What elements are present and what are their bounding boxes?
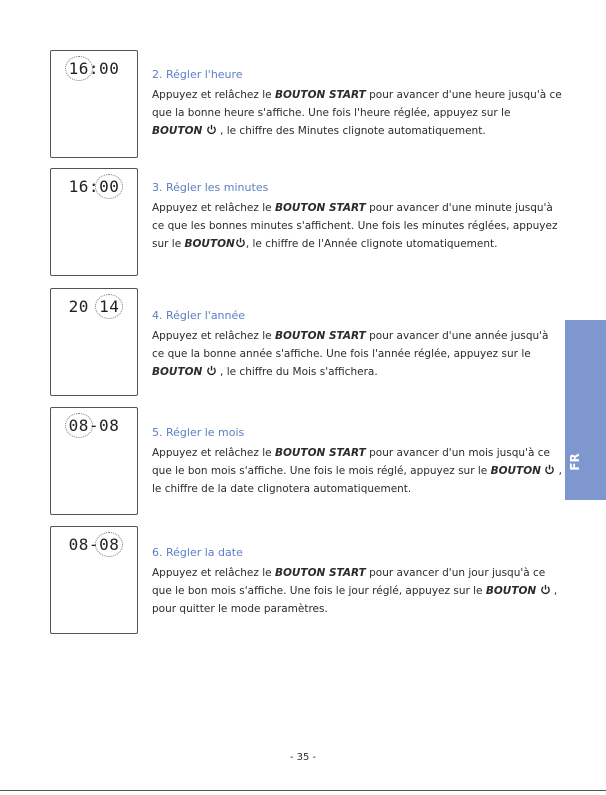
language-tab-label: FR xyxy=(568,453,582,471)
lcd-static-digits: :00 xyxy=(88,59,120,78)
power-button-label: BOUTON xyxy=(152,125,203,137)
power-icon xyxy=(206,365,217,376)
power-button-label: BOUTON xyxy=(490,465,541,477)
step-text xyxy=(152,426,562,498)
lcd-readout xyxy=(51,416,137,435)
lcd-blinking-digits: 08 xyxy=(68,416,89,435)
lcd-display xyxy=(50,288,138,396)
lcd-display xyxy=(50,50,138,158)
lcd-readout xyxy=(51,177,137,196)
step-body: Appuyez et relâchez le BOUTON START pour avancer d'une heure jusqu'à ce que la bonne heure s'affiche. Une fois l'heure réglée, appuyez sur le BOUTON , le chiffre des Minutes clignote automatiquement. xyxy=(152,89,562,137)
lcd-static-digits: 16: xyxy=(68,177,100,196)
bottom-rule xyxy=(0,790,606,791)
start-button-label: BOUTON START xyxy=(274,202,366,214)
step-body: Appuyez et relâchez le BOUTON START pour avancer d'un mois jusqu'à ce que le bon mois s'affiche. Une fois le mois réglé, appuyez sur le BOUTON , le chiffre de la date clignotera automatiquement. xyxy=(152,447,562,495)
step-title: 6. Régler la date xyxy=(152,546,243,559)
step-text xyxy=(152,181,562,253)
power-button-label: BOUTON xyxy=(152,366,203,378)
lcd-readout xyxy=(51,297,137,316)
lcd-display xyxy=(50,526,138,634)
start-button-label: BOUTON START xyxy=(274,330,366,342)
power-icon xyxy=(206,124,217,135)
lcd-static-digits: -08 xyxy=(88,416,120,435)
lcd-blinking-digits: 16 xyxy=(68,59,89,78)
step-title: 3. Régler les minutes xyxy=(152,181,269,194)
power-icon xyxy=(235,237,246,248)
step-title: 5. Régler le mois xyxy=(152,426,245,439)
start-button-label: BOUTON START xyxy=(274,567,366,579)
lcd-readout xyxy=(51,535,137,554)
lcd-blinking-digits: 14 xyxy=(99,297,120,316)
start-button-label: BOUTON START xyxy=(274,447,366,459)
step-body: Appuyez et relâchez le BOUTON START pour avancer d'une année jusqu'à ce que la bonne année s'affiche. Une fois l'année réglée, appuyez sur le BOUTON , le chiffre du Mois s'affichera. xyxy=(152,330,549,378)
lcd-display xyxy=(50,407,138,515)
start-button-label: BOUTON START xyxy=(274,89,366,101)
power-icon xyxy=(540,584,551,595)
lcd-static-digits: 08- xyxy=(68,535,100,554)
page-number: - 35 - xyxy=(289,752,317,763)
power-button-label: BOUTON xyxy=(184,238,235,250)
power-button-label: BOUTON xyxy=(485,585,537,597)
step-title: 2. Régler l'heure xyxy=(152,68,243,81)
lcd-blinking-digits: 00 xyxy=(99,177,120,196)
step-text xyxy=(152,68,562,140)
step-title: 4. Régler l'année xyxy=(152,309,246,322)
step-text xyxy=(152,546,562,618)
lcd-blinking-digits: 08 xyxy=(99,535,120,554)
power-icon xyxy=(544,464,555,475)
step-body: Appuyez et relâchez le BOUTON START pour avancer d'un jour jusqu'à ce que le bon mois s'affiche. Une fois le jour réglé, appuyez sur le BOUTON , pour quitter le mode paramètres. xyxy=(152,567,558,615)
lcd-readout xyxy=(51,59,137,78)
step-text xyxy=(152,309,562,381)
lcd-display xyxy=(50,168,138,276)
step-body: Appuyez et relâchez le BOUTON START pour avancer d'une minute jusqu'à ce que les bonnes minutes s'affichent. Une fois les minutes réglées, appuyez sur le BOUTON , le chiffre de l'Année clignote utomatiquement. xyxy=(152,202,558,250)
lcd-static-digits: 20 xyxy=(68,297,100,316)
